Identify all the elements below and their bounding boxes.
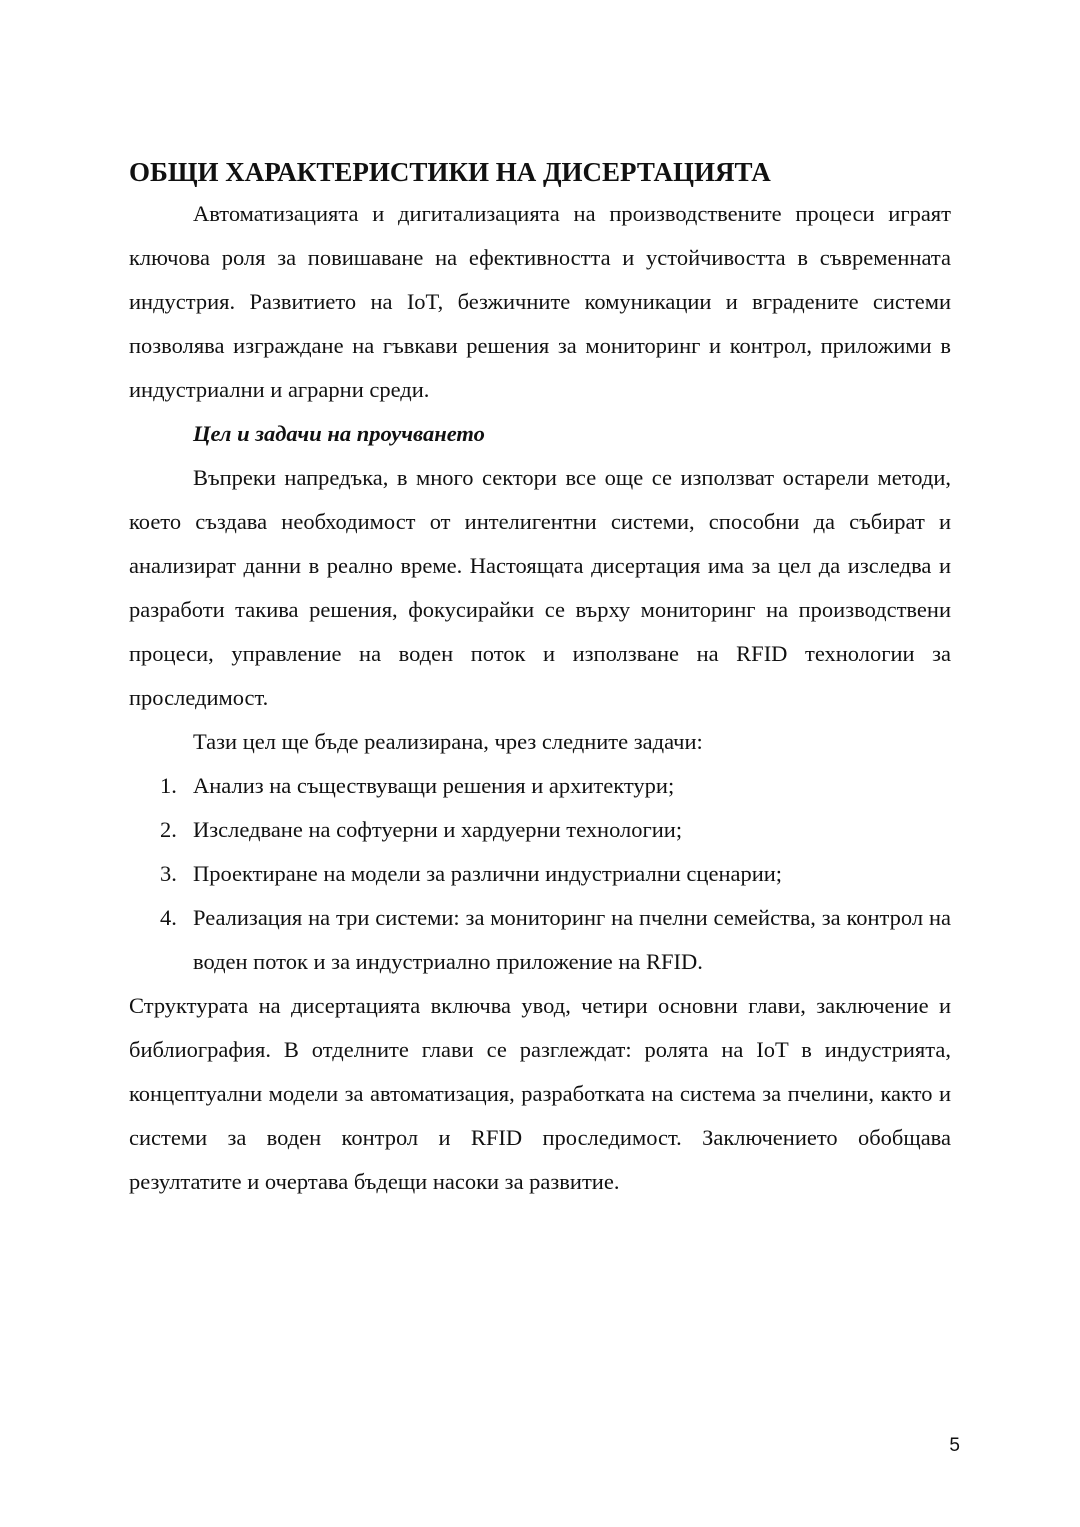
list-item-text: Изследване на софтуерни и хардуерни технологии; [193,817,683,842]
tasks-intro: Тази цел ще бъде реализирана, чрез следните задачи: [193,729,703,754]
page-number: 5 [949,1435,960,1456]
list-item-text: Анализ на съществуващи решения и архитектури; [193,773,675,798]
list-item-number: 4. [160,905,177,930]
tasks-list [129,764,951,984]
list-item [129,896,951,984]
intro-paragraph: Автоматизацията и дигитализацията на производствените процеси играят ключова роля за повишаване на ефективността и устойчивостта в съвременната индустрия. Развитието на IoT, безжичните комуникации и вградените системи позволява изграждане на гъвкави решения за мониторинг и контрол, приложими в индустриални и аграрни среди. [129,201,951,402]
page-content [129,152,951,1204]
list-item [129,852,951,896]
list-item [129,764,951,808]
structure-paragraph: Структурата на дисертацията включва увод, четири основни глави, заключение и библиография. В отделните глави се разглеждат: ролята на IoT в индустрията, концептуални модели за автоматизация, разработката на система за пчелини, както и системи за воден контрол и RFID проследимост. Заключението обобщава резултатите и очертава бъдещи насоки за развитие. [129,993,951,1194]
subheading-goals: Цел и задачи на проучването [193,421,485,446]
list-item-number: 2. [160,817,177,842]
section-heading: ОБЩИ ХАРАКТЕРИСТИКИ НА ДИСЕРТАЦИЯТА [129,157,771,187]
list-item-text: Реализация на три системи: за мониторинг на пчелни семейства, за контрол на воден поток и за индустриално приложение на RFID. [193,905,951,974]
list-item [129,808,951,852]
list-item-text: Проектиране на модели за различни индустриални сценарии; [193,861,783,886]
list-item-number: 3. [160,861,177,886]
goal-paragraph: Въпреки напредъка, в много сектори все още се използват остарели методи, което създава необходимост от интелигентни системи, способни да събират и анализират данни в реално време. Настоящата дисертация има за цел да изследва и разработи такива решения, фокусирайки се върху мониторинг на производствени процеси, управление на воден поток и използване на RFID технологии за проследимост. [129,465,951,710]
list-item-number: 1. [160,773,177,798]
